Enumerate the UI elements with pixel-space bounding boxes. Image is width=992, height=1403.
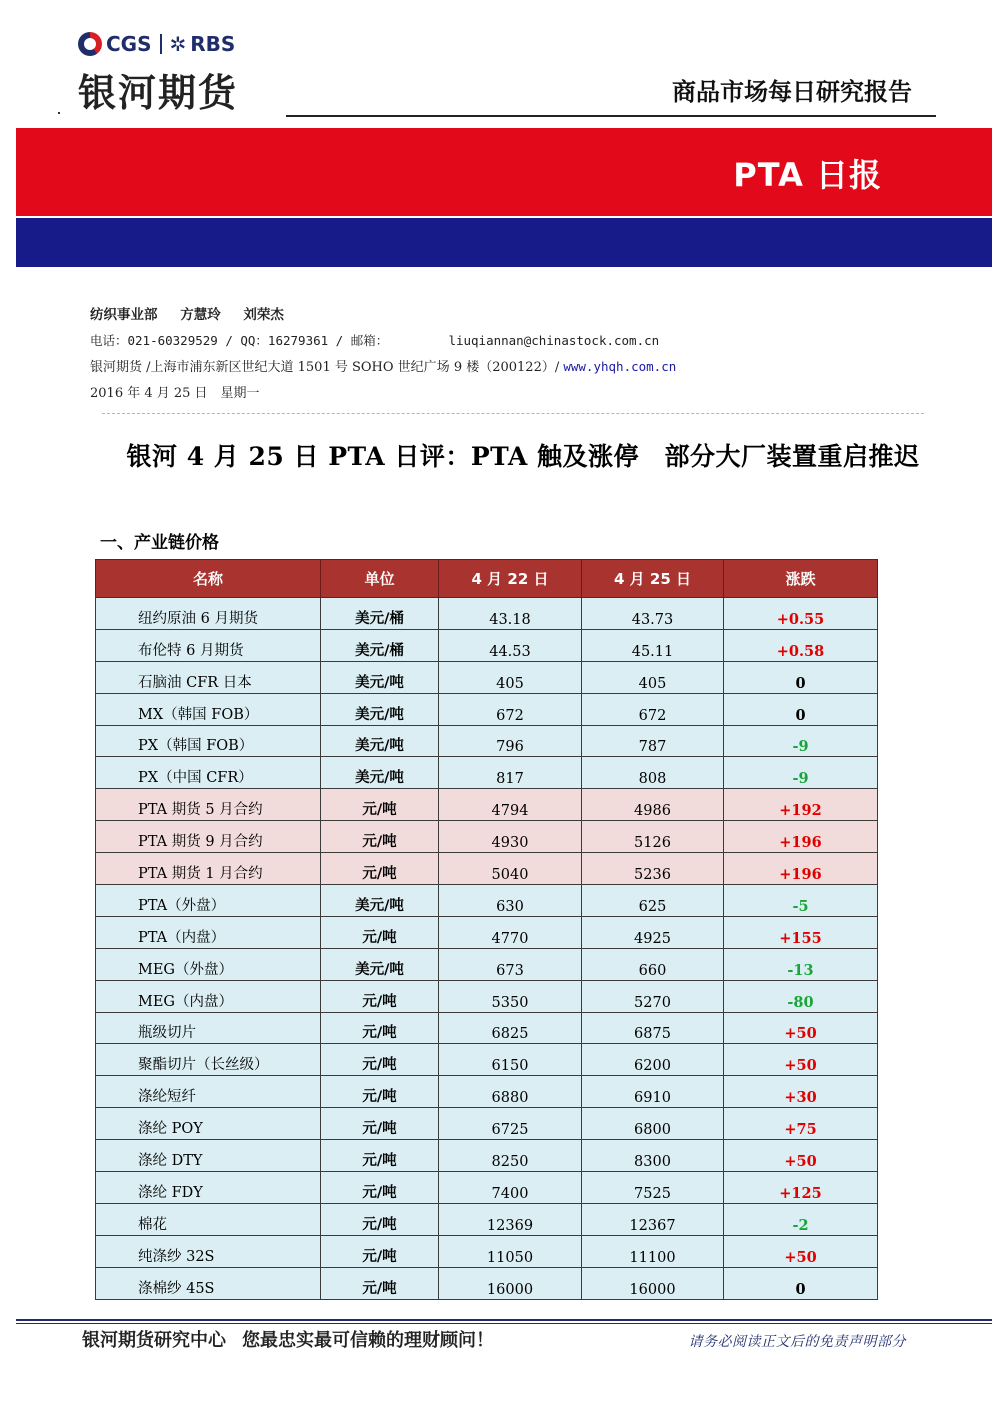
footer-disclaimer: 请务必阅读正文后的免责声明部分 (688, 1334, 906, 1350)
footer-divider-thin (16, 1323, 992, 1324)
cell-apr25: 6800 (582, 1108, 724, 1140)
cell-apr22: 12369 (439, 1203, 582, 1235)
cell-apr25: 405 (582, 661, 724, 693)
cell-unit: 美元/吨 (321, 693, 439, 725)
cell-unit: 元/吨 (321, 789, 439, 821)
footer-divider (16, 1319, 992, 1321)
cell-name: PTA 期货 5 月合约 (96, 789, 321, 821)
cell-apr22: 6825 (439, 1012, 582, 1044)
cell-apr25: 787 (582, 725, 724, 757)
cell-unit: 元/吨 (321, 853, 439, 885)
cell-name: MX（韩国 FOB） (96, 693, 321, 725)
cell-apr22: 44.53 (439, 629, 582, 661)
table-row (96, 598, 878, 630)
author-info (90, 302, 676, 407)
cell-name: 布伦特 6 月期货 (96, 629, 321, 661)
cell-unit: 元/吨 (321, 980, 439, 1012)
table-row (96, 757, 878, 789)
cell-change: 0 (724, 661, 878, 693)
table-row (96, 661, 878, 693)
cell-name: 涤纶 POY (96, 1108, 321, 1140)
table-row (96, 1108, 878, 1140)
cell-change: -5 (724, 885, 878, 917)
cell-apr25: 5270 (582, 980, 724, 1012)
cell-name: 石脑油 CFR 日本 (96, 661, 321, 693)
report-type-title: 商品市场每日研究报告 (672, 78, 912, 106)
cell-name: PTA 期货 9 月合约 (96, 821, 321, 853)
table-row (96, 1267, 878, 1299)
cell-change: +0.58 (724, 629, 878, 661)
contact-line (90, 328, 676, 354)
cell-apr25: 45.11 (582, 629, 724, 661)
cell-name: 涤棉纱 45S (96, 1267, 321, 1299)
cell-apr25: 625 (582, 885, 724, 917)
cell-name: 纽约原油 6 月期货 (96, 598, 321, 630)
cell-change: +30 (724, 1076, 878, 1108)
footer-research-center: 银河期货研究中心 (82, 1330, 226, 1351)
cell-name: PTA（外盘） (96, 885, 321, 917)
cell-apr22: 405 (439, 661, 582, 693)
cell-apr22: 4930 (439, 821, 582, 853)
cgs-swirl-icon (78, 32, 102, 56)
cell-change: -9 (724, 725, 878, 757)
table-row (96, 1235, 878, 1267)
logo-chinese-name: 银河期货 (78, 71, 239, 115)
cell-unit: 美元/吨 (321, 885, 439, 917)
cell-name: PX（中国 CFR） (96, 757, 321, 789)
cell-apr25: 8300 (582, 1140, 724, 1172)
section-heading: 一、产业链价格 (100, 533, 219, 553)
cell-name: 涤纶短纤 (96, 1076, 321, 1108)
col-header-apr22: 4 月 22 日 (439, 560, 582, 598)
cell-change: -9 (724, 757, 878, 789)
cell-change: +0.55 (724, 598, 878, 630)
table-row (96, 693, 878, 725)
cell-apr22: 5350 (439, 980, 582, 1012)
table-row (96, 821, 878, 853)
cell-apr22: 796 (439, 725, 582, 757)
table-row (96, 1076, 878, 1108)
cell-unit: 元/吨 (321, 1235, 439, 1267)
cell-unit: 美元/吨 (321, 757, 439, 789)
author-name: 方慧玲 (180, 307, 221, 323)
cell-unit: 元/吨 (321, 1044, 439, 1076)
table-row (96, 885, 878, 917)
cell-apr25: 4986 (582, 789, 724, 821)
col-header-apr25: 4 月 25 日 (582, 560, 724, 598)
footer-slogan (82, 1326, 494, 1352)
cell-apr22: 6880 (439, 1076, 582, 1108)
footer-tagline: 您最忠实最可信赖的理财顾问！ (242, 1330, 494, 1351)
report-date: 2016 年 4 月 25 日 星期一 (90, 386, 260, 401)
cell-change: +196 (724, 821, 878, 853)
cell-name: 聚酯切片（长丝级） (96, 1044, 321, 1076)
table-row (96, 789, 878, 821)
col-header-unit: 单位 (321, 560, 439, 598)
logo-divider (160, 34, 162, 54)
table-row (96, 1012, 878, 1044)
rbs-daisy-icon: ✲ (169, 32, 187, 56)
table-row (96, 853, 878, 885)
table-row (96, 948, 878, 980)
cell-unit: 元/吨 (321, 1076, 439, 1108)
company-logo (78, 30, 278, 117)
table-row (96, 1140, 878, 1172)
author-line (90, 302, 676, 328)
cell-unit: 美元/吨 (321, 661, 439, 693)
cell-name: 纯涤纱 32S (96, 1235, 321, 1267)
table-row (96, 725, 878, 757)
cell-apr22: 5040 (439, 853, 582, 885)
table-header-row (96, 560, 878, 598)
cell-unit: 元/吨 (321, 1203, 439, 1235)
col-header-name: 名称 (96, 560, 321, 598)
department: 纺织事业部 (90, 307, 158, 323)
cell-unit: 美元/吨 (321, 725, 439, 757)
cell-apr22: 43.18 (439, 598, 582, 630)
cell-apr25: 16000 (582, 1267, 724, 1299)
cell-name: MEG（内盘） (96, 980, 321, 1012)
cell-unit: 美元/桶 (321, 598, 439, 630)
cell-change: +50 (724, 1044, 878, 1076)
cell-apr25: 808 (582, 757, 724, 789)
cell-apr25: 6875 (582, 1012, 724, 1044)
cell-name: 涤纶 FDY (96, 1172, 321, 1204)
article-title: 银河 4 月 25 日 PTA 日评：PTA 触及涨停 部分大厂装置重启推迟 (126, 442, 920, 471)
email-address[interactable]: liuqiannan@chinastock.com.cn (448, 333, 660, 348)
cell-unit: 元/吨 (321, 1267, 439, 1299)
author-name: 刘荣杰 (243, 307, 284, 323)
address-line (90, 354, 676, 381)
cell-change: +50 (724, 1140, 878, 1172)
cell-name: 涤纶 DTY (96, 1140, 321, 1172)
cell-unit: 美元/桶 (321, 629, 439, 661)
cell-apr25: 6200 (582, 1044, 724, 1076)
cell-change: +155 (724, 916, 878, 948)
cell-change: -13 (724, 948, 878, 980)
cell-apr25: 5236 (582, 853, 724, 885)
cell-name: MEG（外盘） (96, 948, 321, 980)
cell-unit: 元/吨 (321, 1140, 439, 1172)
cell-apr25: 6910 (582, 1076, 724, 1108)
cell-change: -2 (724, 1203, 878, 1235)
cell-apr22: 6725 (439, 1108, 582, 1140)
cell-change: +75 (724, 1108, 878, 1140)
cell-change: +125 (724, 1172, 878, 1204)
cell-apr25: 672 (582, 693, 724, 725)
cell-name: 棉花 (96, 1203, 321, 1235)
price-table (95, 559, 878, 1300)
cell-apr22: 4770 (439, 916, 582, 948)
cell-change: 0 (724, 693, 878, 725)
cell-apr22: 630 (439, 885, 582, 917)
banner-title: PTA 日报 (733, 156, 882, 194)
cell-apr25: 4925 (582, 916, 724, 948)
table-row (96, 1044, 878, 1076)
cell-unit: 元/吨 (321, 1108, 439, 1140)
logo-rbs-text: RBS (190, 32, 236, 56)
contact-text: 电话：021-60329529 / QQ：16279361 / 邮箱： (90, 333, 389, 348)
cell-change: -80 (724, 980, 878, 1012)
table-row (96, 1203, 878, 1235)
header-divider (286, 115, 936, 117)
dashed-divider (102, 413, 924, 414)
cell-apr25: 660 (582, 948, 724, 980)
cell-unit: 元/吨 (321, 821, 439, 853)
address-text: 银河期货 /上海市浦东新区世纪大道 1501 号 SOHO 世纪广场 9 楼（200122）/ (90, 360, 564, 375)
table-row (96, 629, 878, 661)
cell-apr22: 8250 (439, 1140, 582, 1172)
cell-apr22: 817 (439, 757, 582, 789)
cell-name: 瓶级切片 (96, 1012, 321, 1044)
cell-apr22: 11050 (439, 1235, 582, 1267)
cell-apr22: 7400 (439, 1172, 582, 1204)
website-link[interactable]: www.yhqh.com.cn (563, 359, 677, 374)
cell-unit: 元/吨 (321, 916, 439, 948)
cell-apr22: 16000 (439, 1267, 582, 1299)
cell-change: +50 (724, 1235, 878, 1267)
cell-name: PX（韩国 FOB） (96, 725, 321, 757)
cell-change: +196 (724, 853, 878, 885)
cell-apr25: 12367 (582, 1203, 724, 1235)
cell-unit: 元/吨 (321, 1172, 439, 1204)
cell-apr25: 5126 (582, 821, 724, 853)
table-row (96, 916, 878, 948)
cell-change: 0 (724, 1267, 878, 1299)
cell-name: PTA 期货 1 月合约 (96, 853, 321, 885)
cell-change: +192 (724, 789, 878, 821)
cell-unit: 美元/吨 (321, 948, 439, 980)
blue-banner (16, 218, 992, 267)
table-row (96, 980, 878, 1012)
cell-apr22: 4794 (439, 789, 582, 821)
cell-change: +50 (724, 1012, 878, 1044)
cell-apr22: 673 (439, 948, 582, 980)
cell-apr25: 7525 (582, 1172, 724, 1204)
cell-apr25: 11100 (582, 1235, 724, 1267)
col-header-change: 涨跌 (724, 560, 878, 598)
cell-apr22: 672 (439, 693, 582, 725)
table-row (96, 1172, 878, 1204)
cell-name: PTA（内盘） (96, 916, 321, 948)
logo-cgs-text: CGS (106, 32, 152, 56)
cell-apr22: 6150 (439, 1044, 582, 1076)
decorative-dot (58, 112, 60, 114)
cell-apr25: 43.73 (582, 598, 724, 630)
cell-unit: 元/吨 (321, 1012, 439, 1044)
